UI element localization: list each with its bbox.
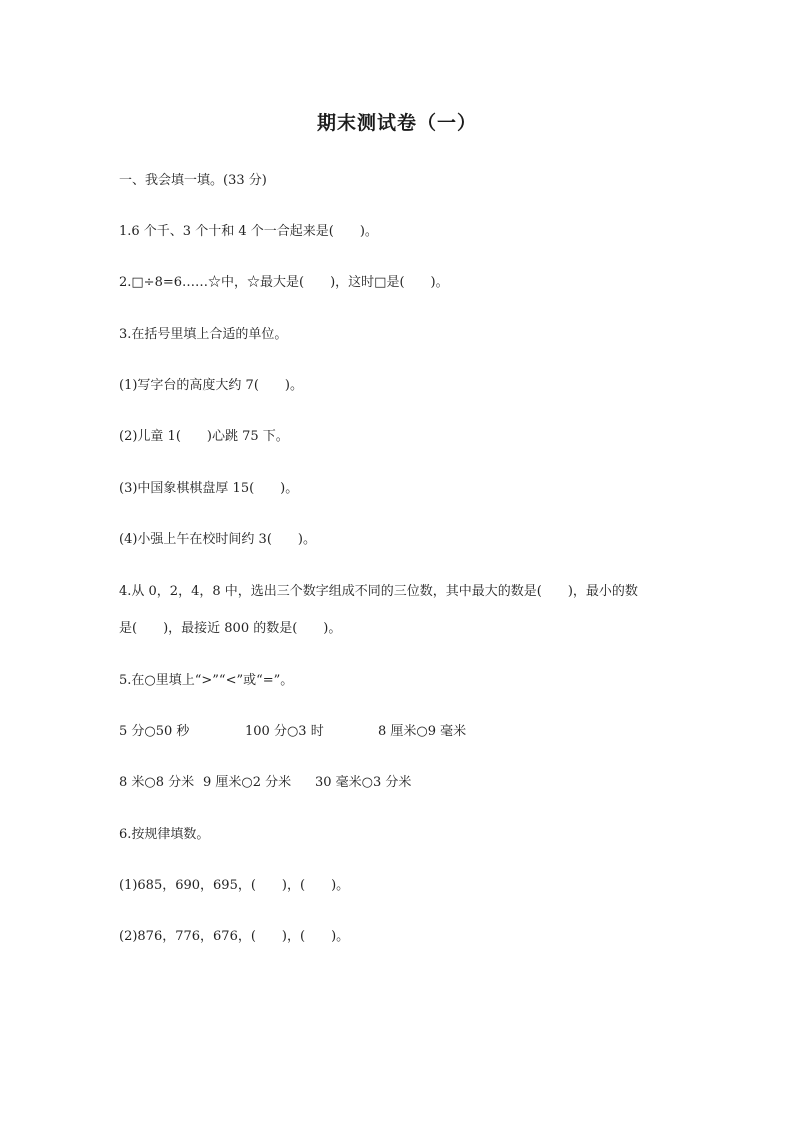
question-2: 2.□÷8=6……☆中，☆最大是( )，这时□是( )。 (119, 275, 449, 290)
comparison-item: 5 分○50 秒 (119, 724, 190, 739)
question-3-part-3: (3)中国象棋棋盘厚 15( )。 (119, 481, 299, 496)
comparison-item: 30 毫米○3 分米 (315, 775, 412, 790)
comparison-item: 100 分○3 时 (245, 724, 324, 739)
question-6: 6.按规律填数。 (119, 827, 210, 842)
question-1: 1.6 个千、3 个十和 4 个一合起来是( )。 (119, 224, 378, 239)
question-5: 5.在○里填上“>”“<”或“=”。 (119, 673, 294, 688)
comparison-item: 9 厘米○2 分米 (203, 775, 292, 790)
question-3-part-2: (2)儿童 1( )心跳 75 下。 (119, 429, 289, 444)
comparison-item: 8 米○8 分米 (119, 775, 195, 790)
question-3-part-4: (4)小强上午在校时间约 3( )。 (119, 532, 316, 547)
question-5-row-1 (119, 722, 679, 742)
question-6-part-1: (1)685，690，695，( )，( )。 (119, 878, 350, 893)
question-4-line-2: 是( )，最接近 800 的数是( )。 (119, 621, 342, 636)
exam-title: 期末测试卷（一） (316, 112, 477, 134)
question-5-row-2 (119, 773, 679, 793)
question-6-part-2: (2)876，776，676，( )，( )。 (119, 929, 350, 944)
question-3-part-1: (1)写字台的高度大约 7( )。 (119, 378, 303, 393)
comparison-item: 8 厘米○9 毫米 (378, 724, 467, 739)
section-heading-fill-in: 一、我会填一填。(33 分) (119, 173, 267, 188)
question-3: 3.在括号里填上合适的单位。 (119, 327, 288, 342)
question-4-line-1: 4.从 0，2，4，8 中，选出三个数字组成不同的三位数，其中最大的数是( )，最小的数 (119, 584, 638, 599)
